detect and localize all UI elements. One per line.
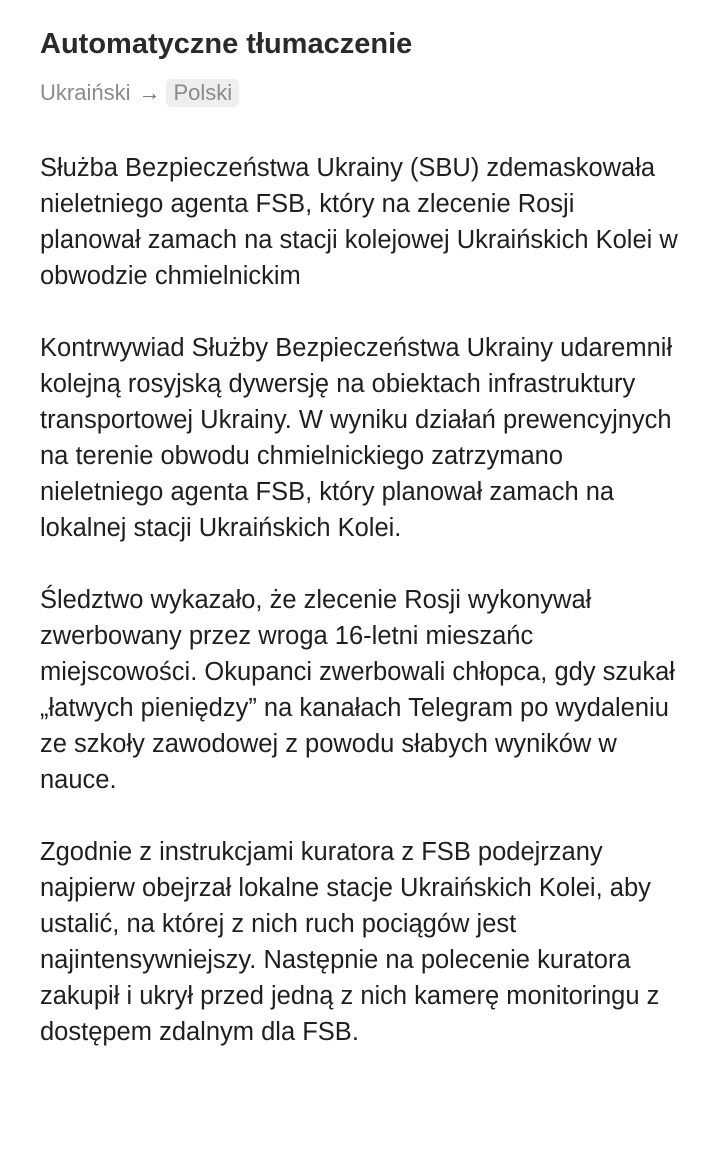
- translated-text: [40, 150, 680, 1050]
- paragraph-3: Śledztwo wykazało, że zlecenie Rosji wykonywał zwerbowany przez wroga 16-letni mieszańc miejscowości. Okupanci zwerbowali chłopca, gdy szukał „łatwych pieniędzy” na kanałach Telegram po wydaleniu ze szkoły zawodowej z powodu słabych wyników w nauce.: [40, 586, 675, 794]
- arrow-right-icon: →: [138, 80, 161, 105]
- paragraph-4: Zgodnie z instrukcjami kuratora z FSB podejrzany najpierw obejrzał lokalne stacje Ukraińskich Kolei, aby ustalić, na której z nich ruch pociągów jest najintensywniejszy. Następnie na polecenie kuratora zakupił i ukrył przed jedną z nich kamerę monitoringu z dostępem zdalnym dla FSB.: [40, 838, 660, 1046]
- source-language[interactable]: Ukraiński: [40, 80, 131, 105]
- paragraph-1: Służba Bezpieczeństwa Ukrainy (SBU) zdemaskowała nieletniego agenta FSB, który na zlecenie Rosji planował zamach na stacji kolejowej Ukraińskich Kolei w obwodzie chmielnickim: [40, 154, 678, 290]
- target-language-chip[interactable]: Polski: [166, 79, 239, 107]
- language-selector-row: [40, 76, 680, 110]
- paragraph-2: Kontrwywiad Służby Bezpieczeństwa Ukrainy udaremnił kolejną rosyjską dywersję na obiektach infrastruktury transportowej Ukrainy. W wyniku działań prewencyjnych na terenie obwodu chmielnickiego zatrzymano nieletniego agenta FSB, który planował zamach na lokalnej stacji Ukraińskich Kolei.: [40, 334, 673, 542]
- page-title: Automatyczne tłumaczenie: [40, 28, 413, 60]
